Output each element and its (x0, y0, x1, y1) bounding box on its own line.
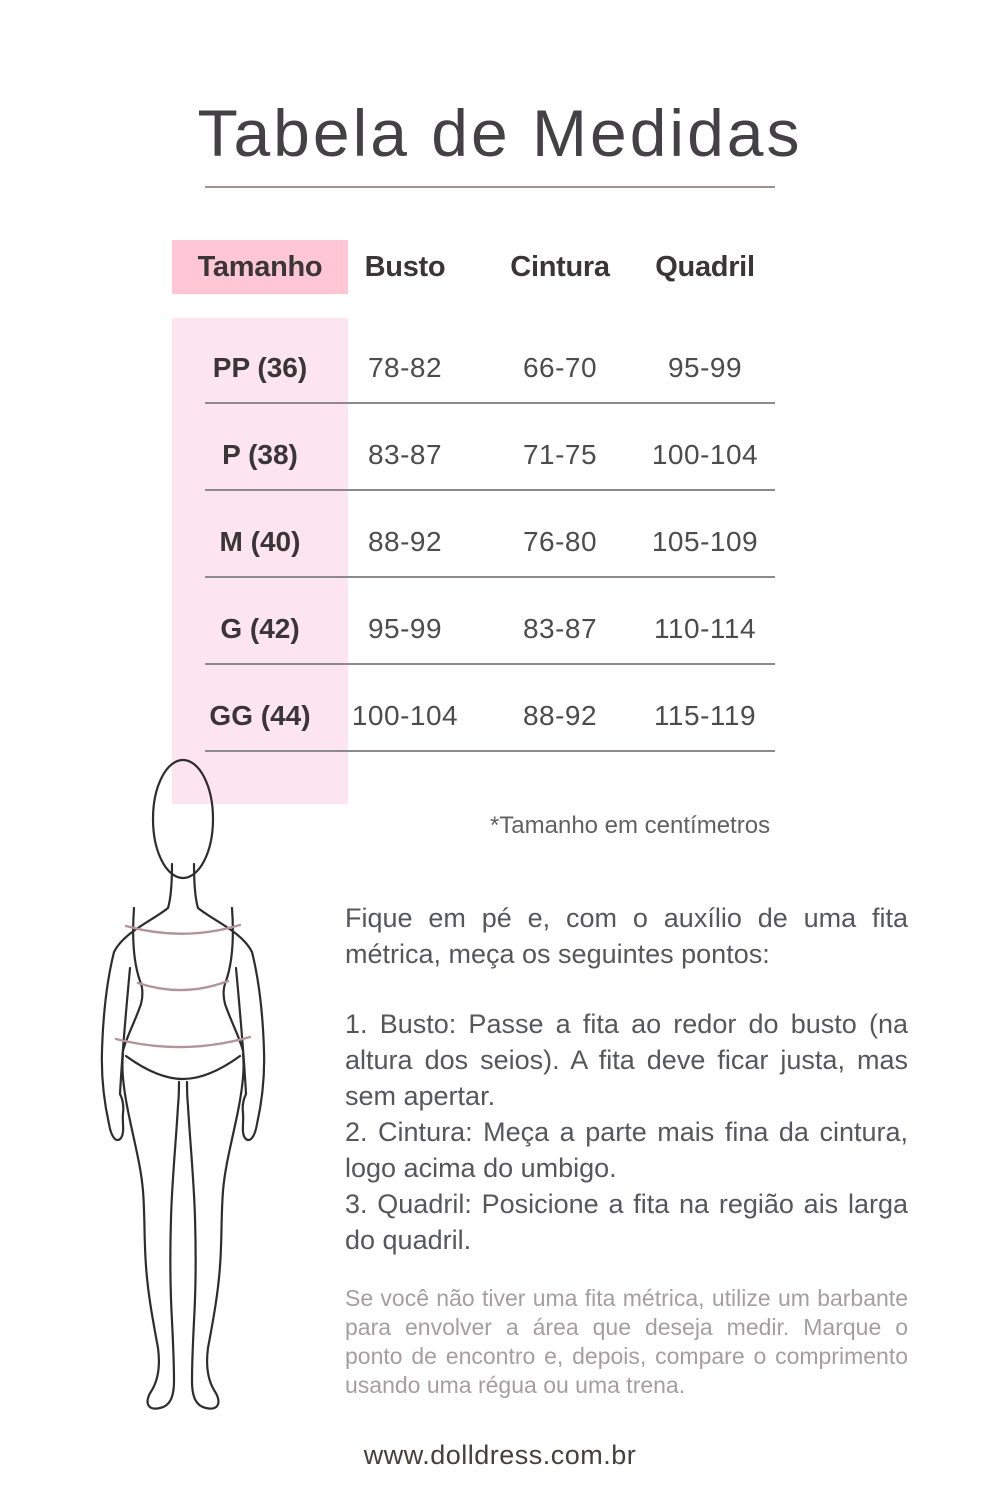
row-divider (205, 402, 775, 404)
size-cell: P (38) (222, 439, 298, 470)
table-row (172, 325, 775, 411)
row-divider (205, 750, 775, 752)
size-cell: M (40) (219, 526, 301, 557)
step-quadril: 3. Quadril: Posicione a fita na região ais larga do quadril. (345, 1189, 908, 1255)
figure-head (153, 760, 213, 878)
step-busto: 1. Busto: Passe a fita ao redor do busto (na altura dos seios). A fita deve ficar justa, mas sem apertar. (345, 1009, 908, 1111)
table-row (172, 673, 775, 759)
step-cintura: 2. Cintura: Meça a parte mais fina da cintura, logo acima do umbigo. (345, 1117, 908, 1183)
unit-note: *Tamanho em centímetros (489, 812, 771, 839)
header-busto: Busto (364, 250, 446, 283)
measuring-intro: Fique em pé e, com o auxílio de uma fita métrica, meça os seguintes pontos: (345, 903, 908, 969)
cintura-cell: 83-87 (522, 613, 598, 644)
quadril-cell: 105-109 (651, 526, 759, 557)
size-cell: GG (44) (209, 700, 311, 731)
waist-measure-line (138, 981, 228, 990)
page-title: Tabela de Medidas (197, 96, 803, 170)
header-cintura: Cintura (510, 250, 610, 283)
header-tamanho: Tamanho (197, 250, 323, 283)
table-row (172, 499, 775, 585)
cintura-cell: 66-70 (522, 352, 598, 383)
website-url: www.dolldress.com.br (363, 1440, 637, 1470)
title-underline (205, 186, 775, 188)
table-row (172, 586, 775, 672)
row-divider (205, 489, 775, 491)
size-cell: PP (36) (212, 352, 308, 383)
busto-cell: 78-82 (367, 352, 443, 383)
row-divider (205, 663, 775, 665)
quadril-cell: 110-114 (653, 613, 757, 644)
bust-measure-line (126, 925, 240, 934)
table-row (172, 412, 775, 498)
busto-cell: 83-87 (367, 439, 443, 470)
cintura-cell: 88-92 (522, 700, 598, 731)
quadril-cell: 95-99 (667, 352, 743, 383)
size-cell: G (42) (220, 613, 300, 644)
female-body-outline-illustration (90, 756, 280, 1416)
header-quadril: Quadril (655, 250, 755, 283)
busto-cell: 95-99 (367, 613, 443, 644)
hip-measure-line (116, 1037, 250, 1047)
quadril-cell: 115-119 (653, 700, 757, 731)
measuring-steps (345, 1006, 908, 1258)
cintura-cell: 76-80 (522, 526, 598, 557)
busto-cell: 88-92 (367, 526, 443, 557)
row-divider (205, 576, 775, 578)
busto-cell: 100-104 (351, 700, 459, 731)
cintura-cell: 71-75 (522, 439, 598, 470)
quadril-cell: 100-104 (651, 439, 759, 470)
no-tape-tip: Se você não tiver uma fita métrica, utilize um barbante para envolver a área que deseja medir. Marque o ponto de encontro e, depois, compare o comprimento usando uma régua ou uma trena. (345, 1285, 908, 1398)
